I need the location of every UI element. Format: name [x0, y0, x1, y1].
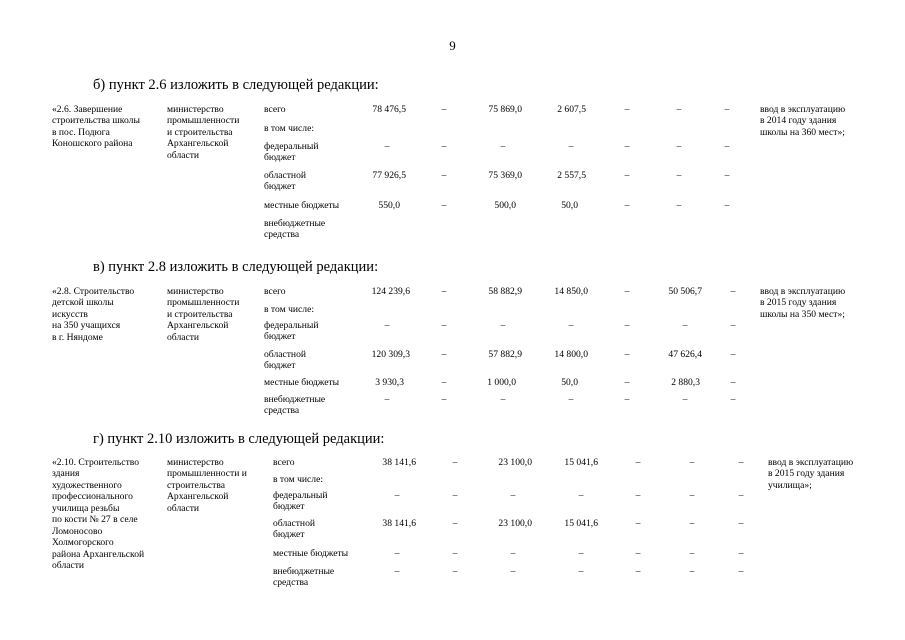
value-cell: –: [635, 518, 641, 529]
executor-line: области: [167, 332, 200, 343]
value-cell: 14 850,0: [554, 286, 588, 297]
result-line: в 2015 году здания: [760, 297, 837, 308]
value-cell: –: [730, 320, 736, 331]
project-line: строительства школы: [52, 115, 140, 126]
section-v-heading: в) пункт 2.8 изложить в следующей редакции:: [93, 259, 379, 275]
value-cell: –: [689, 566, 695, 577]
value-cell: –: [635, 457, 641, 468]
row-label: всего: [273, 457, 295, 468]
value-cell: –: [452, 457, 458, 468]
value-cell: 75 869,0: [488, 104, 522, 115]
row-label: областной: [273, 518, 316, 529]
row-label: бюджет: [264, 152, 296, 163]
value-cell: –: [500, 141, 506, 152]
value-cell: –: [730, 349, 736, 360]
value-cell: –: [441, 349, 447, 360]
project-line: района Архангельской: [52, 549, 145, 560]
value-cell: –: [624, 377, 630, 388]
project-line: художественного: [52, 480, 122, 491]
value-cell: –: [624, 320, 630, 331]
value-cell: –: [578, 490, 584, 501]
row-label: всего: [264, 286, 286, 297]
row-label-including: в том числе:: [273, 474, 324, 485]
value-cell: 38 141,6: [382, 457, 416, 468]
row-label: местные бюджеты: [264, 377, 340, 388]
executor-line: и строительства: [167, 127, 233, 138]
value-cell: –: [635, 566, 641, 577]
value-cell: –: [689, 518, 695, 529]
project-line: училища резьбы: [52, 503, 120, 514]
value-cell: –: [738, 566, 744, 577]
project-line: Коношского района: [52, 138, 133, 149]
value-cell: –: [624, 104, 630, 115]
row-label: средства: [264, 229, 300, 240]
executor-line: Архангельской: [167, 320, 229, 331]
executor-line: строительства: [167, 480, 226, 491]
value-cell: 124 239,6: [371, 286, 410, 297]
section-g-heading: г) пункт 2.10 изложить в следующей редакции:: [93, 431, 385, 447]
row-label: внебюджетные: [273, 566, 335, 577]
value-cell: 23 100,0: [498, 518, 532, 529]
value-cell: –: [730, 377, 736, 388]
value-cell: –: [689, 457, 695, 468]
value-cell: –: [384, 141, 390, 152]
value-cell: 3 930,3: [375, 377, 404, 388]
executor-line: министерство: [167, 104, 224, 115]
value-cell: –: [578, 548, 584, 559]
value-cell: –: [568, 141, 574, 152]
value-cell: –: [510, 490, 516, 501]
value-cell: –: [441, 104, 447, 115]
row-label: внебюджетные: [264, 218, 326, 229]
result-line: в 2014 году здания: [760, 115, 837, 126]
project-line: по кости № 27 в селе: [52, 514, 138, 525]
value-cell: 57 882,9: [488, 349, 522, 360]
value-cell: –: [724, 200, 730, 211]
row-label: областной: [264, 170, 307, 181]
row-label: федеральный: [264, 141, 319, 152]
value-cell: 15 041,6: [564, 518, 598, 529]
value-cell: 78 476,5: [372, 104, 406, 115]
row-label: областной: [264, 349, 307, 360]
value-cell: –: [682, 394, 688, 405]
executor-line: области: [167, 150, 200, 161]
value-cell: 23 100,0: [498, 457, 532, 468]
project-line: Холмогорского: [52, 537, 114, 548]
value-cell: –: [676, 104, 682, 115]
value-cell: –: [635, 490, 641, 501]
row-label: местные бюджеты: [273, 548, 349, 559]
row-label: бюджет: [273, 529, 305, 540]
value-cell: –: [724, 104, 730, 115]
value-cell: 58 882,9: [488, 286, 522, 297]
executor-line: Архангельской: [167, 138, 229, 149]
value-cell: –: [568, 394, 574, 405]
value-cell: –: [635, 548, 641, 559]
value-cell: –: [730, 286, 736, 297]
project-line: здания: [52, 468, 80, 479]
value-cell: –: [624, 286, 630, 297]
value-cell: –: [441, 286, 447, 297]
value-cell: –: [676, 170, 682, 181]
value-cell: –: [568, 320, 574, 331]
project-line: «2.8. Строительство: [52, 286, 135, 297]
value-cell: –: [624, 394, 630, 405]
value-cell: –: [384, 394, 390, 405]
value-cell: –: [689, 548, 695, 559]
value-cell: –: [724, 141, 730, 152]
row-label: федеральный: [264, 320, 319, 331]
result-line: школы на 360 мест»;: [760, 127, 845, 138]
value-cell: –: [452, 548, 458, 559]
row-label: федеральный: [273, 490, 328, 501]
page-number: 9: [449, 38, 456, 53]
value-cell: 1 000,0: [487, 377, 516, 388]
executor-line: министерство: [167, 457, 224, 468]
value-cell: –: [441, 377, 447, 388]
value-cell: 550,0: [378, 200, 400, 211]
value-cell: –: [730, 394, 736, 405]
executor-line: промышленности: [167, 115, 240, 126]
value-cell: –: [724, 170, 730, 181]
value-cell: –: [676, 200, 682, 211]
value-cell: –: [394, 490, 400, 501]
result-line: ввод в эксплуатацию: [768, 457, 854, 468]
value-cell: –: [394, 548, 400, 559]
value-cell: –: [510, 548, 516, 559]
value-cell: 50,0: [561, 377, 578, 388]
value-cell: –: [441, 200, 447, 211]
project-line: искусств: [52, 309, 88, 320]
value-cell: 50 506,7: [668, 286, 702, 297]
project-line: Ломоносово: [52, 526, 103, 537]
value-cell: –: [394, 566, 400, 577]
result-line: школы на 350 мест»;: [760, 309, 845, 320]
row-label: внебюджетные: [264, 394, 326, 405]
row-label: бюджет: [264, 331, 296, 342]
row-label: местные бюджеты: [264, 200, 340, 211]
row-label: бюджет: [264, 360, 296, 371]
value-cell: –: [452, 518, 458, 529]
value-cell: –: [624, 200, 630, 211]
project-line: в пос. Подюга: [52, 127, 110, 138]
value-cell: –: [510, 566, 516, 577]
project-line: «2.6. Завершение: [52, 104, 123, 115]
value-cell: 75 369,0: [488, 170, 522, 181]
project-line: в г. Няндоме: [52, 332, 103, 343]
value-cell: 50,0: [561, 200, 578, 211]
project-line: детской школы: [52, 297, 114, 308]
executor-line: и строительства: [167, 309, 233, 320]
row-label-including: в том числе:: [264, 123, 315, 134]
value-cell: 38 141,6: [382, 518, 416, 529]
value-cell: 2 607,5: [557, 104, 586, 115]
value-cell: –: [624, 170, 630, 181]
value-cell: 120 309,3: [371, 349, 410, 360]
value-cell: –: [452, 566, 458, 577]
value-cell: –: [624, 141, 630, 152]
executor-line: промышленности и: [167, 468, 247, 479]
value-cell: 2 557,5: [557, 170, 586, 181]
row-label: средства: [264, 405, 300, 416]
value-cell: –: [441, 141, 447, 152]
row-label: бюджет: [264, 181, 296, 192]
executor-line: Архангельской: [167, 491, 229, 502]
value-cell: 14 800,0: [554, 349, 588, 360]
executor-line: области: [167, 503, 200, 514]
value-cell: 500,0: [494, 200, 516, 211]
result-line: ввод в эксплуатацию: [760, 104, 846, 115]
value-cell: –: [441, 394, 447, 405]
executor-line: промышленности: [167, 297, 240, 308]
value-cell: 2 880,3: [671, 377, 700, 388]
value-cell: 77 926,5: [372, 170, 406, 181]
value-cell: –: [441, 320, 447, 331]
row-label: средства: [273, 577, 309, 588]
value-cell: –: [500, 320, 506, 331]
value-cell: –: [500, 394, 506, 405]
value-cell: –: [441, 170, 447, 181]
value-cell: 15 041,6: [564, 457, 598, 468]
executor-line: министерство: [167, 286, 224, 297]
value-cell: –: [738, 518, 744, 529]
result-line: в 2015 году здания: [768, 468, 845, 479]
row-label-including: в том числе:: [264, 304, 315, 315]
project-line: профессионального: [52, 491, 133, 502]
value-cell: –: [676, 141, 682, 152]
section-b-heading: б) пункт 2.6 изложить в следующей редакции:: [93, 77, 379, 93]
value-cell: –: [689, 490, 695, 501]
value-cell: –: [624, 349, 630, 360]
project-line: области: [52, 560, 85, 571]
value-cell: –: [452, 490, 458, 501]
row-label: бюджет: [273, 501, 305, 512]
result-line: ввод в эксплуатацию: [760, 286, 846, 297]
row-label: всего: [264, 104, 286, 115]
value-cell: –: [738, 490, 744, 501]
project-line: «2.10. Строительство: [52, 457, 140, 468]
value-cell: –: [738, 457, 744, 468]
value-cell: –: [682, 320, 688, 331]
value-cell: –: [738, 548, 744, 559]
value-cell: –: [384, 320, 390, 331]
value-cell: –: [578, 566, 584, 577]
project-line: на 350 учащихся: [52, 320, 121, 331]
value-cell: 47 626,4: [668, 349, 702, 360]
result-line: училища»;: [768, 480, 812, 491]
